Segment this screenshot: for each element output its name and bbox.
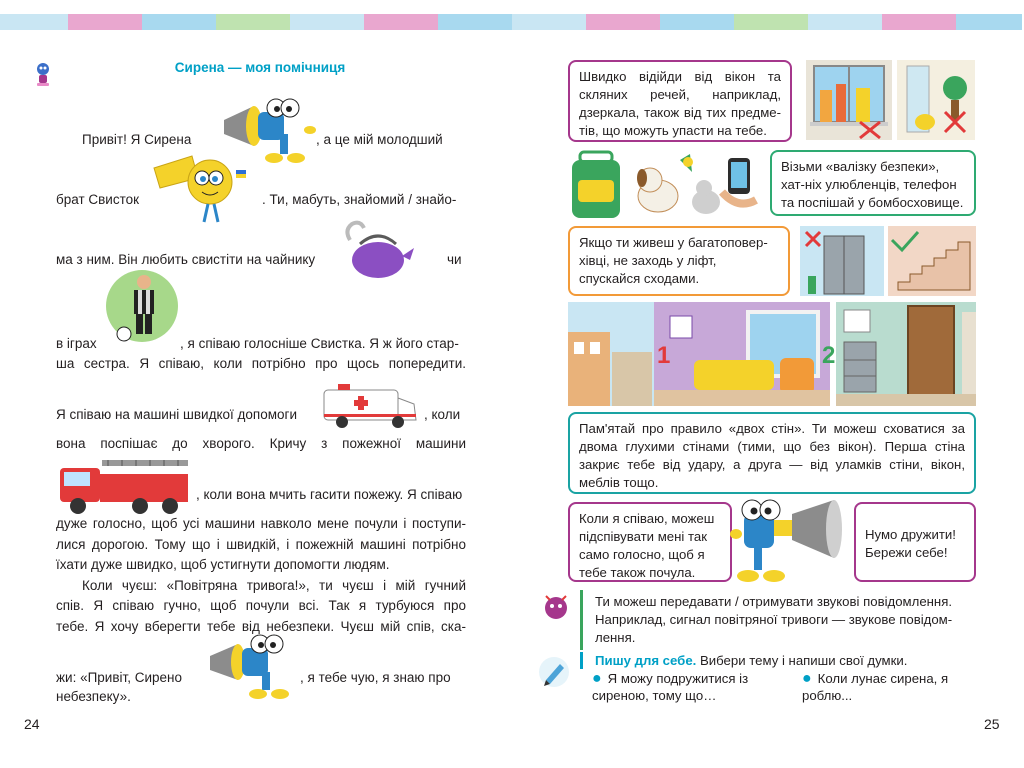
tip-box-two-walls: Пам'ятай про правило «двох стін». Ти можеш сховатися за двома глухими стінами (тими, що без вікон). Перша стіна закриє тебе від удару, а друга — від уламків стіни, вікон, меблів тощо. bbox=[568, 412, 976, 494]
text-line: , коли bbox=[424, 407, 461, 422]
text-line: небезпеку». bbox=[56, 689, 131, 704]
write-for-yourself bbox=[580, 652, 978, 669]
scene-number-2: 2 bbox=[822, 342, 836, 369]
info-note: Ти можеш передавати / отримувати звукові повідомлення. Наприклад, сигнал повітряної тривоги — звукове повідом-лення. bbox=[580, 590, 978, 650]
text-line: спів. Я співаю гучно, щоб почули всі. Так я турбуюся про bbox=[56, 598, 466, 613]
text-line: лися дорогою. Тому що і швидкій, і пожежній машині потрібно bbox=[56, 537, 466, 552]
text-line: , я тебе чую, я знаю про bbox=[300, 670, 451, 685]
bullet-dot-icon: ● bbox=[802, 670, 812, 687]
mirror-illustration bbox=[897, 60, 975, 140]
siren-character-illustration bbox=[206, 632, 302, 700]
page-number: 25 bbox=[984, 716, 1000, 732]
text-line: їхати дуже швидко, щоб устигнути допомогти людям. bbox=[56, 557, 390, 572]
text-line: , коли вона мчить гасити пожежу. Я співаю bbox=[196, 487, 463, 502]
bullet-option-2: ● Коли лунає сирена, я роблю... bbox=[802, 670, 949, 703]
window-illustration bbox=[806, 60, 892, 140]
room-two-walls-illustration-2 bbox=[836, 302, 976, 406]
text-line: чи bbox=[447, 252, 462, 267]
fire-truck-illustration bbox=[56, 454, 194, 516]
text-line: , а це мій молодший bbox=[316, 132, 443, 147]
text-line: вона поспішає до хворого. Кричу з пожежної машини bbox=[56, 436, 466, 451]
tip-box-safety-bag: Візьми «валізку безпеки», хат-ніх улюбленців, телефон та поспішай у бомбосховище. bbox=[770, 150, 976, 216]
text-line: дуже голосно, щоб усі машини навколо мене почули і поступи- bbox=[56, 516, 466, 531]
pencil-icon bbox=[538, 656, 570, 688]
text-line: Я співаю на машині швидкої допомоги bbox=[56, 407, 297, 422]
write-heading: Пишу для себе. bbox=[595, 653, 697, 668]
tip-box-windows: Швидко відійди від вікон та скляних речей, наприклад, дзеркала, також від тих предме-тів, що можуть упасти на тебе. bbox=[568, 60, 792, 142]
scene-number-1: 1 bbox=[657, 342, 671, 369]
kettle-illustration bbox=[330, 220, 414, 280]
elevator-illustration bbox=[800, 226, 884, 296]
bullet-dot-icon: ● bbox=[592, 670, 602, 687]
room-two-walls-illustration-1 bbox=[568, 302, 830, 406]
speech-box-friends: Нумо дружити! Бережи себе! bbox=[854, 502, 976, 582]
text-line: . Ти, мабуть, знайомий / знайо- bbox=[262, 192, 457, 207]
text-line: ша сестра. Я співаю, коли потрібно про щось попередити. bbox=[56, 356, 466, 371]
text-line: жи: «Привіт, Сирено bbox=[56, 670, 182, 685]
text-line: брат Свисток bbox=[56, 192, 140, 207]
siren-character-illustration bbox=[730, 496, 850, 586]
safety-bag-pets-phone-illustration bbox=[568, 150, 764, 222]
text-line: ма з ним. Він любить свистіти на чайнику bbox=[56, 252, 316, 267]
text-line: Коли чуєш: «Повітряна тривога!», ти чуєш і мій гучний bbox=[82, 578, 466, 593]
ambulance-illustration bbox=[318, 378, 422, 430]
page-title: Сирена — моя помічниця bbox=[174, 60, 346, 75]
stairs-illustration bbox=[888, 226, 976, 296]
whistle-character-illustration bbox=[150, 148, 256, 228]
text-line: , я співаю голосніше Свистка. Я ж його стар- bbox=[180, 336, 459, 351]
write-instruction: Вибери тему і напиши свої думки. bbox=[696, 653, 908, 668]
referee-illustration bbox=[104, 268, 180, 344]
speech-box-sing-along: Коли я співаю, можеш підспівувати мені так само голосно, щоб я тебе також почула. bbox=[568, 502, 732, 582]
sound-mascot-icon bbox=[542, 592, 570, 624]
text-line: тебе. Я хочу вберегти тебе від небезпеки. Чуєш мій спів, ска- bbox=[56, 619, 466, 634]
text-line: Привіт! Я Сирена bbox=[82, 132, 192, 147]
page-number: 24 bbox=[24, 716, 40, 732]
text-line: в іграх bbox=[56, 336, 97, 351]
mascot-icon bbox=[33, 62, 53, 88]
tip-box-stairs: Якщо ти живеш у багатоповер-хівці, не заходь у ліфт, спускайся сходами. bbox=[568, 226, 790, 296]
bullet-option-1: ● Я можу подружитися із сиреною, тому що… bbox=[592, 670, 749, 703]
